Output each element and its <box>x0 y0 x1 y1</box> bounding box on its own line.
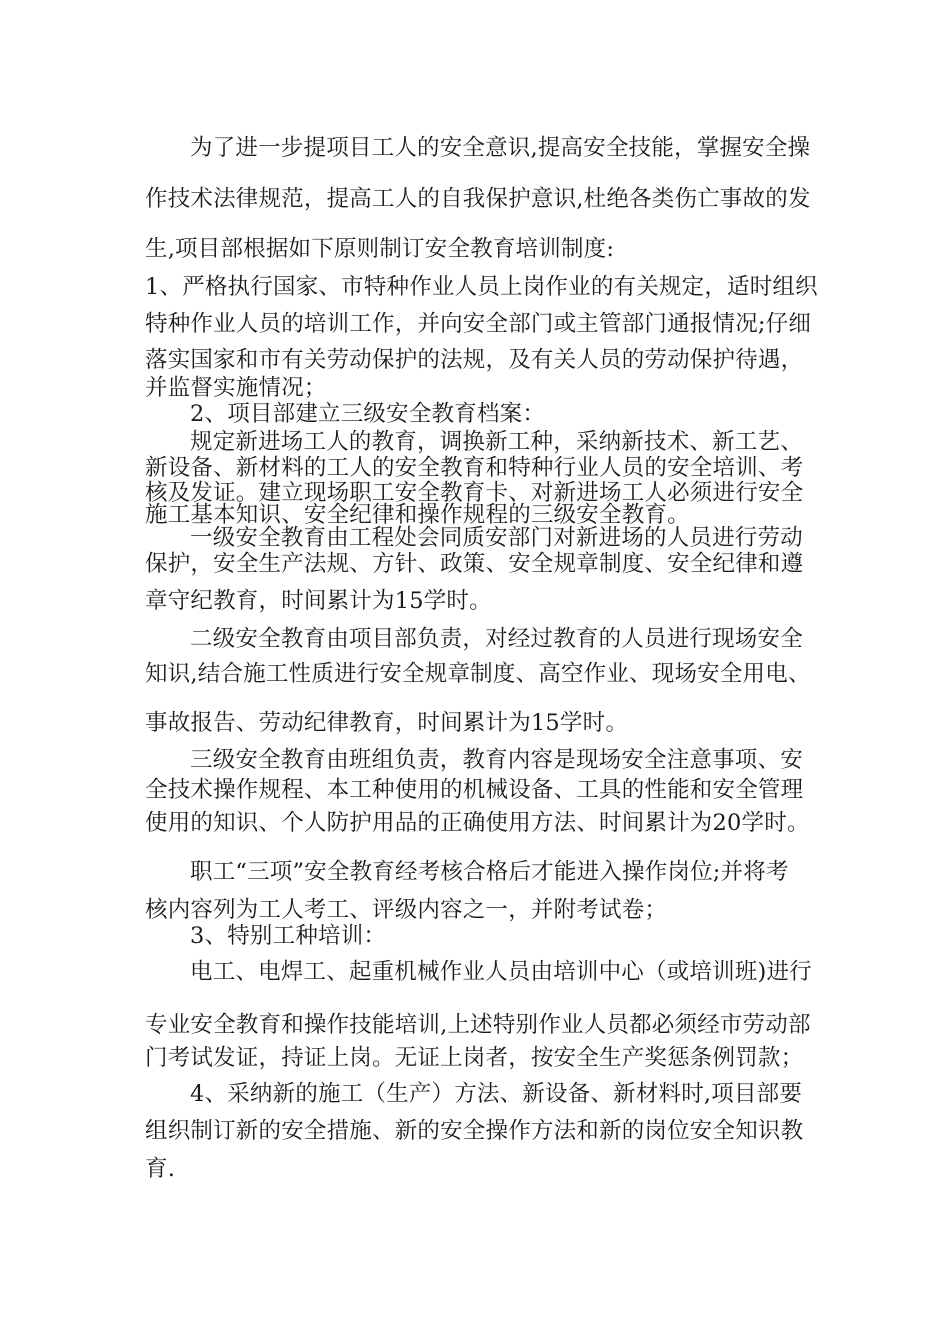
text-line: 电工、电焊工、起重机械作业人员由培训中心（或培训班)进行 <box>190 959 812 985</box>
text-line: 使用的知识、个人防护用品的正确使用方法、时间累计为20学时。 <box>145 810 810 836</box>
text-line: 并监督实施情况； <box>145 375 327 401</box>
text-line: 作技术法律规范，提高工人的自我保护意识,杜绝各类伤亡事故的发 <box>145 186 811 212</box>
text-line: 4、采纳新的施工（生产）方法、新设备、新材料时,项目部要 <box>190 1081 803 1107</box>
text-line: 特种作业人员的培训工作，并向安全部门或主管部门通报情况;仔细 <box>145 311 812 337</box>
text-line: 一级安全教育由工程处会同质安部门对新进场的人员进行劳动 <box>190 525 803 551</box>
text-line: 1、严格执行国家、市特种作业人员上岗作业的有关规定，适时组织 <box>145 274 818 300</box>
text-line: 核内容列为工人考工、评级内容之一，并附考试卷； <box>145 897 668 923</box>
text-line: 3、特别工种培训： <box>190 923 387 949</box>
text-line: 三级安全教育由班组负责，教育内容是现场安全注意事项、安 <box>190 747 803 773</box>
text-line: 专业安全教育和操作技能培训,上述特别作业人员都必须经市劳动部 <box>145 1012 811 1038</box>
text-line: 施工基本知识、安全纪律和操作规程的三级安全教育。 <box>145 502 690 528</box>
text-line: 章守纪教育，时间累计为15学时。 <box>145 588 492 614</box>
text-line: 职工“三项”安全教育经考核合格后才能进入操作岗位;并将考 <box>190 859 789 885</box>
text-line: 育. <box>145 1156 176 1182</box>
text-line: 门考试发证，持证上岗。无证上岗者，按安全生产奖惩条例罚款； <box>145 1045 804 1071</box>
text-line: 落实国家和市有关劳动保护的法规，及有关人员的劳动保护待遇， <box>145 347 804 373</box>
text-line: 二级安全教育由项目部负责，对经过教育的人员进行现场安全 <box>190 626 803 652</box>
text-line: 组织制订新的安全措施、新的安全操作方法和新的岗位安全知识教 <box>145 1118 804 1144</box>
text-line: 核及发证。建立现场职工安全教育卡、对新进场工人必须进行安全 <box>145 480 804 506</box>
text-line: 全技术操作规程、本工种使用的机械设备、工具的性能和安全管理 <box>145 777 804 803</box>
text-line: 保护，安全生产法规、方针、政策、安全规章制度、安全纪律和遵 <box>145 551 804 577</box>
text-line: 为了进一步提项目工人的安全意识,提高安全技能，掌握安全操 <box>190 135 811 161</box>
text-line: 新设备、新材料的工人的安全教育和特种行业人员的安全培训、考 <box>145 455 804 481</box>
text-line: 知识,结合施工性质进行安全规章制度、高空作业、现场安全用电、 <box>145 661 811 687</box>
text-line: 规定新进场工人的教育，调换新工种，采纳新技术、新工艺、 <box>190 429 803 455</box>
text-line: 事故报告、劳动纪律教育，时间累计为15学时。 <box>145 710 629 736</box>
text-line: 2、项目部建立三级安全教育档案： <box>190 401 546 427</box>
text-line: 生,项目部根据如下原则制订安全教育培训制度: <box>145 236 615 262</box>
